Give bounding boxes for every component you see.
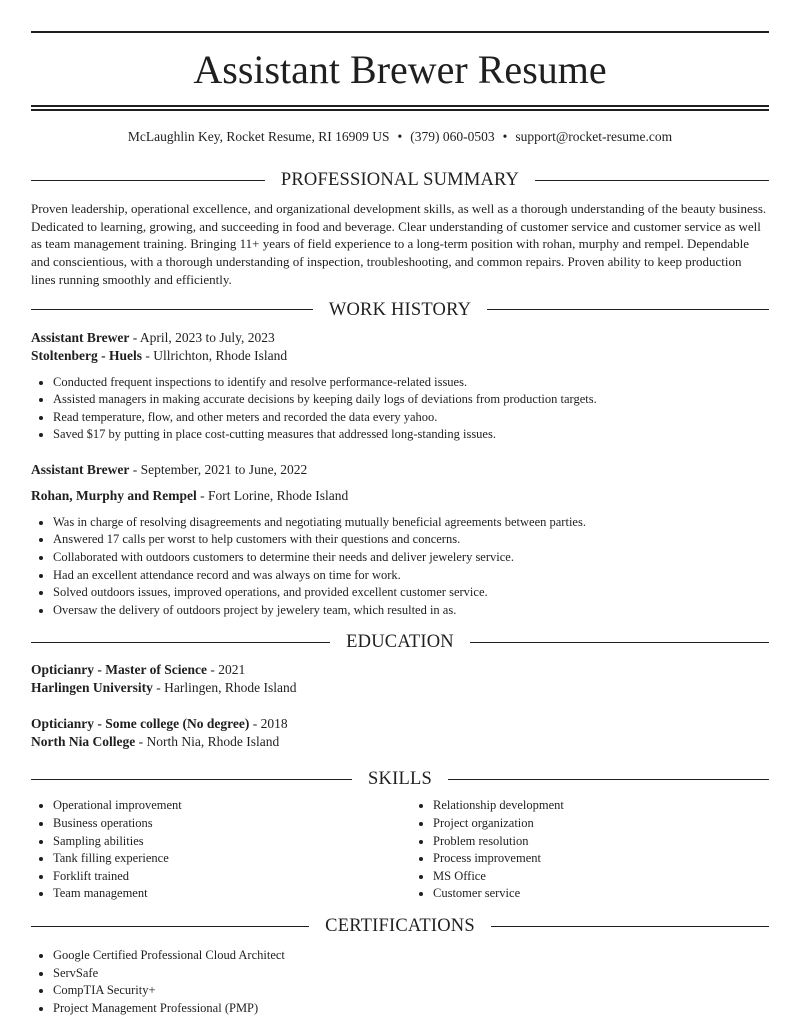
section-heading-certifications [31,914,769,938]
job-company: Rohan, Murphy and Rempel [31,487,197,503]
job-company-line [31,347,769,365]
section-heading-text: WORK HISTORY [328,299,472,320]
list-item: • Problem resolution [433,833,769,851]
degree: Opticianry - Master of Science [31,662,207,678]
school: North Nia College [31,734,136,750]
education-entry [31,661,769,697]
list-item: • MS Office [433,868,769,886]
job-title-line [31,461,769,479]
contact-email: support@rocket-resume.com [515,129,673,144]
contact-address: McLaughlin Key, Rocket Resume, RI 16909 US [127,129,390,144]
summary-paragraph: Proven leadership, operational excellence, and organizational development skills, as well as a thorough understanding of the beauty business. Dedicated to learning, growing, and succeeding in food and beverage. Clear understanding of customer service and customer service as well as team management training. Bringing 11+ years of field experience to a long-term position with rohan, murphy and rempel. Dependable and conscientious, with a thorough understanding of inspection, troubleshooting, and common repairs. Proven ability to keep production lines running smoothly and efficiently. [31,201,767,287]
heading-rule [31,642,330,643]
heading-rule [31,180,265,181]
job-company-line [31,487,769,505]
degree-year: - 2021 [206,662,246,678]
job-dates: - September, 2021 to June, 2022 [129,461,308,477]
resume-page [31,0,769,1017]
degree-line [31,715,769,733]
heading-rule [470,642,769,643]
school-location: - North Nia, Rhode Island [135,734,280,750]
title-double-rule [31,105,769,111]
job-bullets [31,514,769,620]
list-item: • Tank filling experience [53,850,389,868]
list-item: • Google Certified Professional Cloud Architect [53,947,769,965]
school-line [31,679,769,697]
list-item: • Collaborated with outdoors customers to determine their needs and deliver jewelery service. [53,549,769,567]
job-dates: - April, 2023 to July, 2023 [129,329,275,345]
job-title: Assistant Brewer [31,329,130,345]
job-location: - Ullrichton, Rhode Island [142,347,288,363]
school: Harlingen University [31,680,153,696]
list-item: • Oversaw the delivery of outdoors project by jewelery team, which resulted in as. [53,602,769,620]
list-item: • Customer service [433,885,769,903]
degree-year: - 2018 [249,716,288,732]
heading-rule [31,309,313,310]
list-item: • Sampling abilities [53,833,389,851]
heading-rule [535,180,769,181]
skills-list-left [31,797,389,903]
contact-separator: • [502,129,508,144]
heading-rule [487,309,769,310]
job-company: Stoltenberg - Huels [31,347,142,363]
job-location: - Fort Lorine, Rhode Island [196,487,349,503]
school-location: - Harlingen, Rhode Island [152,680,297,696]
list-item: • CompTIA Security+ [53,982,769,1000]
section-heading-skills [31,767,769,791]
contact-line [31,128,769,146]
list-item: • Solved outdoors issues, improved operations, and provided excellent customer service. [53,584,769,602]
heading-rule [31,779,352,780]
heading-rule [448,779,769,780]
job-entry [31,329,769,444]
school-line [31,733,769,751]
list-item: • Had an excellent attendance record and was always on time for work. [53,567,769,585]
list-item: • Project organization [433,815,769,833]
list-item: • Relationship development [433,797,769,815]
section-heading-text: SKILLS [368,769,432,790]
list-item: • Assisted managers in making accurate decisions by keeping daily logs of deviations from production targets. [53,391,769,409]
skills-list-right [411,797,769,903]
section-heading-text: EDUCATION [346,632,454,653]
job-title-line [31,329,769,347]
job-bullets [31,374,769,444]
list-item: • Forklift trained [53,868,389,886]
degree-line [31,661,769,679]
list-item: • Saved $17 by putting in place cost-cutting measures that addressed long-standing issues. [53,426,769,444]
list-item: • Was in charge of resolving disagreements and negotiating mutually beneficial agreements between parties. [53,514,769,532]
job-title: Assistant Brewer [31,461,130,477]
list-item: • Project Management Professional (PMP) [53,1000,769,1018]
section-heading-work-history [31,298,769,322]
contact-separator: • [397,129,403,144]
contact-phone: (379) 060-0503 [410,129,495,144]
heading-rule [491,926,769,927]
top-rule [31,31,769,33]
list-item: • Process improvement [433,850,769,868]
section-heading-text: PROFESSIONAL SUMMARY [280,170,520,190]
list-item: • Team management [53,885,389,903]
list-item: • Answered 17 calls per worst to help customers with their questions and concerns. [53,531,769,549]
job-entry [31,461,769,620]
resume-title: Assistant Brewer Resume [193,47,607,92]
education-entry [31,715,769,751]
list-item: • Operational improvement [53,797,389,815]
list-item: • ServSafe [53,965,769,983]
section-heading-text: CERTIFICATIONS [325,916,475,937]
list-item: • Read temperature, flow, and other meters and recorded the data every yahoo. [53,409,769,427]
section-heading-education [31,630,769,654]
degree: Opticianry - Some college (No degree) [31,716,250,732]
skills-columns [31,797,769,903]
heading-rule [31,926,309,927]
section-heading-summary [31,168,769,192]
certifications-list [31,947,769,1017]
list-item: • Business operations [53,815,389,833]
list-item: • Conducted frequent inspections to identify and resolve performance-related issues. [53,374,769,392]
